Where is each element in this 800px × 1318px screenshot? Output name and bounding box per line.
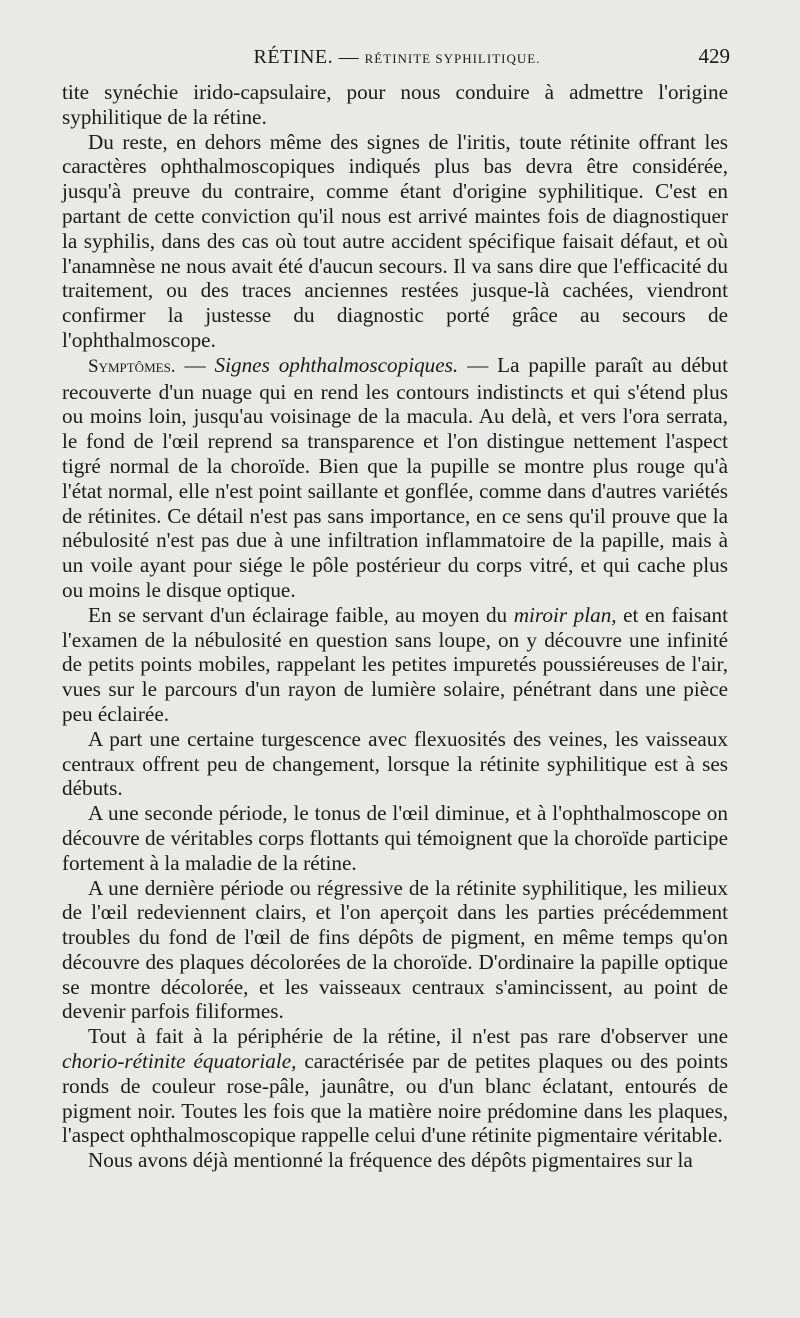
paragraph-3-dash: — <box>175 352 215 377</box>
paragraph-8-italic: chorio-rétinite équatoriale, <box>62 1049 297 1074</box>
paragraph-4-italic: miroir plan, <box>513 602 617 627</box>
paragraph-6: A une seconde période, le tonus de l'œil diminue, et à l'ophthalmoscope on découvre de véritables corps flottants qui témoignent que la choroïde participe fortement à la maladie de la rétine. <box>62 801 728 875</box>
paragraph-4-text-b: et en faisant l'examen de la nébulosité en question sans loupe, on y découvre une infinité de petits points mobiles, rappelant les petites impuretés poussiéreuses de l'air, vues sur le parcours d'un rayon de lumière solaire, pénétrant dans une pièce peu éclairée. <box>62 602 728 726</box>
paragraph-8-text-a: Tout à fait à la périphérie de la rétine, il n'est pas rare d'observer une <box>88 1024 728 1049</box>
paragraph-4-text-a: En se servant d'un éclairage faible, au moyen du <box>88 602 514 627</box>
paragraph-4 <box>62 603 728 727</box>
paragraph-7: A une dernière période ou régressive de la rétinite syphilitique, les milieux de l'œil redeviennent clairs, et l'on aperçoit dans les parties précédemment troubles du fond de l'œil de fins dépôts de pigment, en même temps qu'on découvre des plaques décolorées de la choroïde. D'ordinaire la papille optique se montre décolorée, et les vaisseaux centraux s'amincissent, au point de devenir parfois filiformes. <box>62 875 728 1024</box>
running-title-dash: — <box>333 46 365 68</box>
paragraph-3 <box>62 353 728 603</box>
paragraph-8-text-b: caractérisée par de petites plaques ou des points ronds de couleur rose-pâle, jaunâtre, ou d'un blanc éclatant, entourés de pigment noir. Toutes les fois que la matière noire prédomine dans les plaques, l'aspect ophthalmoscopique rappelle celui d'une rétinite pigmentaire véritable. <box>62 1049 728 1148</box>
paragraph-8 <box>62 1024 728 1148</box>
running-title <box>62 46 732 69</box>
running-title-main: RÉTINE. <box>253 46 334 68</box>
section-label-symptomes: Symptômes. <box>88 355 176 377</box>
paragraph-5: A part une certaine turgescence avec flexuosités des veines, les vaisseaux centraux offrent peu de changement, lorsque la rétinite syphilitique est à ses débuts. <box>62 726 728 801</box>
page-header <box>62 42 732 82</box>
page-number: 429 <box>698 44 730 68</box>
paragraph-2: Du reste, en dehors même des signes de l'iritis, toute rétinite offrant les caractères ophthalmoscopiques indiqués plus bas devra être considérée, jusqu'à preuve du contraire, comme étant d'origine syphilitique. C'est en partant de cette conviction qu'il nous est arrivé maintes fois de diagnostiquer la syphilis, dans des cas où tout autre accident spécifique faisait défaut, et où l'anamnèse ne nous avait été d'aucun secours. Il va sans dire que l'efficacité du traitement, ou des traces anciennes restées jusque-là cachées, viendront confirmer la justesse du diagnostic porté grâce au secours de l'ophthalmoscope. <box>62 129 728 352</box>
paragraph-3-text: — La papille paraît au début recouverte d'un nuage qui en rend les contours indistincts et qui s'étend plus ou moins loin, jusqu'au voisinage de la macula. Au delà, et vers l'ora serrata, le fond de l'œil reprend sa transparence et l'on distingue nettement l'aspect tigré normal de la choroïde. Bien que la pupille se montre plus rouge qu'à l'état normal, elle n'est point saillante et gonflée, comme dans d'autres variétés de rétinites. Ce détail n'est pas sans importance, en ce sens qu'il prouve que la nébulosité n'est pas due à une infiltration inflammatoire de la papille, mais à un voile ayant pour siége le pôle postérieur du corps vitré, et qui cache plus ou moins le disque optique. <box>62 352 728 602</box>
subsection-title: Signes ophthalmoscopiques. <box>214 352 459 377</box>
paragraph-1: tite synéchie irido-capsulaire, pour nous conduire à admettre l'origine syphilitique de la rétine. <box>62 80 728 129</box>
body-text <box>62 80 728 1173</box>
paragraph-9: Nous avons déjà mentionné la fréquence des dépôts pigmentaires sur la <box>88 1148 693 1173</box>
running-title-sub: RÉTINITE SYPHILITIQUE. <box>364 51 541 66</box>
